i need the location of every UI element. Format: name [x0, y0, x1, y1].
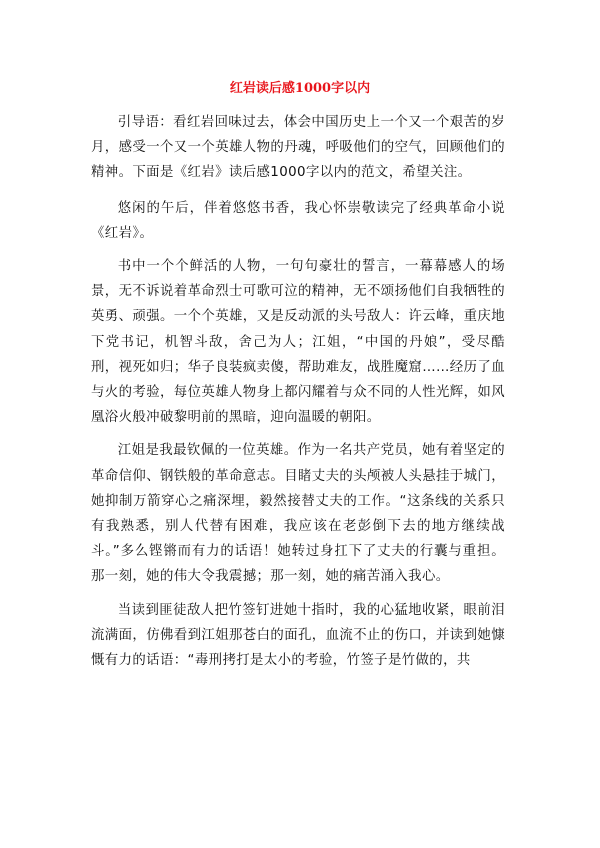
- intro-paragraph: 引导语：看红岩回味过去，体会中国历史上一个又一个艰苦的岁月，感受一个又一个英雄人物的丹魂，呼吸他们的空气，回顾他们的精神。下面是《红岩》读后感1000字以内的范文，希望关注。: [91, 115, 505, 181]
- body-paragraph: 书中一个个鲜活的人物，一句句豪壮的誓言，一幕幕感人的场景，无不诉说着革命烈士可歌可泣的精神，无不颂扬他们自我牺牲的英勇、顽强。一个个英雄，又是反动派的头号敌人：许云峰，重庆地下党书记，机智斗敌，舍己为人；江姐，“中国的丹娘”，受尽酷刑，视死如归；华子良装疯卖傻，帮助难友，战胜魔窟……经历了血与火的考验，每位英雄人物身上都闪耀着与众不同的人性光辉，如风凰浴火般冲破黎明前的黑暗，迎向温暖的朝阳。: [91, 259, 505, 426]
- document-title: 红岩读后感1000字以内: [229, 81, 371, 96]
- body-paragraph: 江姐是我最钦佩的一位英雄。作为一名共产党员，她有着坚定的革命信仰、钢铁般的革命意志。目睹丈夫的头颅被人头悬挂于城门，她抑制万箭穿心之痛深埋，毅然接替丈夫的工作。“这条线的关系只有我熟悉，别人代替有困难，我应该在老彭倒下去的地方继续战斗。”多么铿锵而有力的话语！她转过身扛下了丈夫的行囊与重担。那一刻，她的伟大令我震撼；那一刻，她的痛苦涌入我心。: [91, 443, 505, 585]
- document-body: [91, 110, 505, 681]
- body-paragraph: 当读到匪徒敌人把竹签钉进她十指时，我的心猛地收紧，眼前泪流满面，仿佛看到江姐那苍白的面孔，血流不止的伤口，并读到她慷慨有力的话语：“毒刑拷打是太小的考验，竹签子是竹做的，共: [91, 602, 505, 669]
- body-paragraph: 悠闲的午后，伴着悠悠书香，我心怀崇敬读完了经典革命小说《红岩》。: [91, 200, 505, 241]
